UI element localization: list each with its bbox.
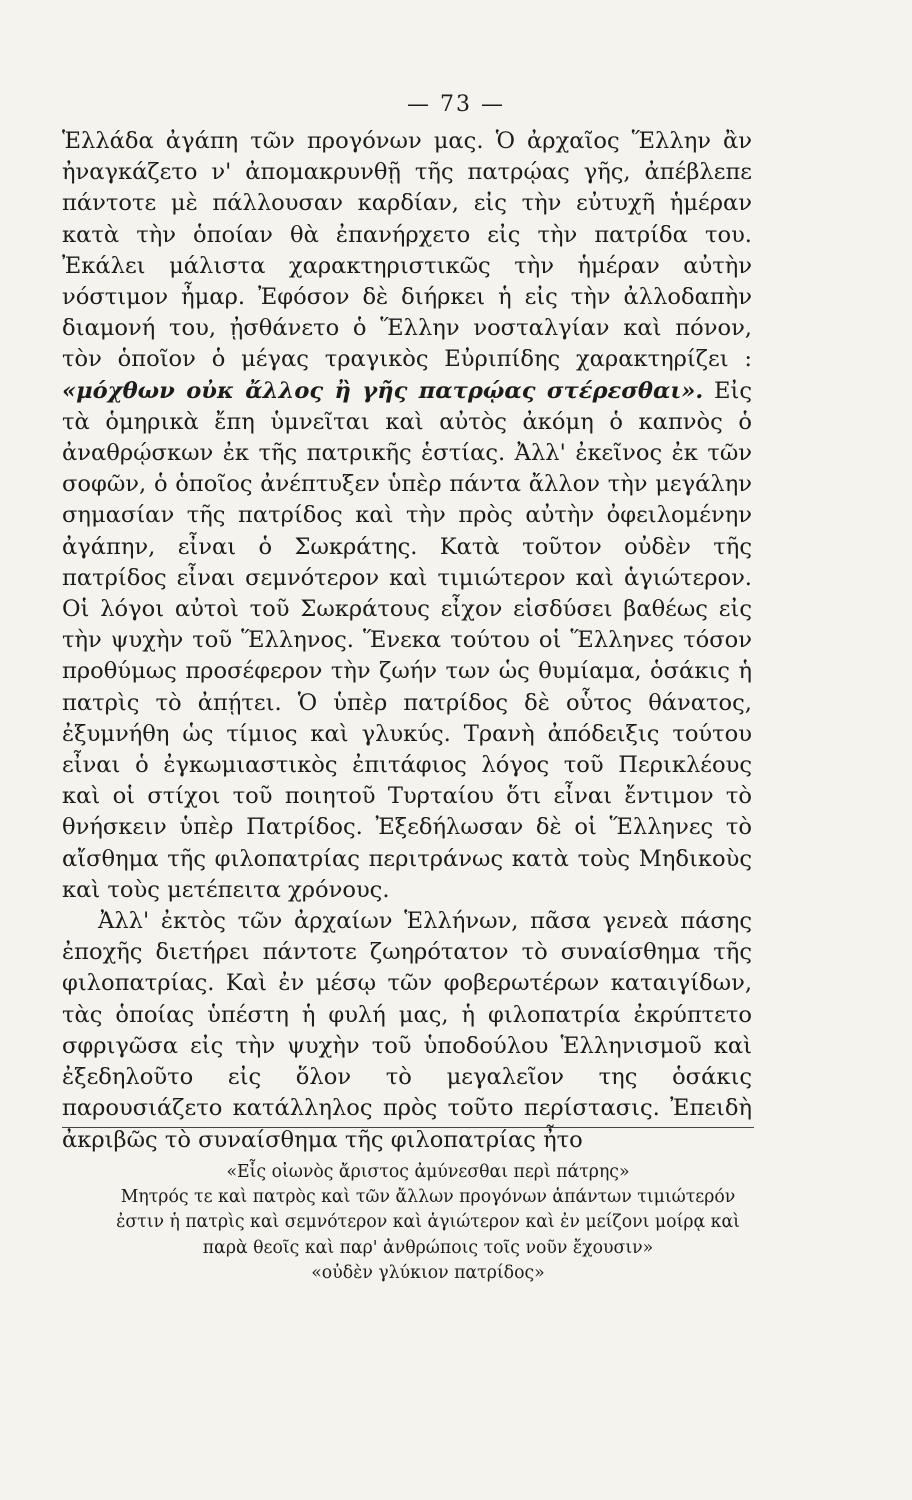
footnote-line: ἐστιν ἡ πατρὶς καὶ σεμνότερον καὶ ἁγιώτερον καὶ ἐν μείζονι μοίρᾳ καὶ <box>116 1212 740 1233</box>
footnote-divider <box>62 1127 754 1128</box>
footnote-line: «οὐδὲν γλύκιον πατρίδος» <box>311 1262 545 1283</box>
euripides-quote: «μόχθων οὐκ ἄλλος ἢ γῆς πατρῴας στέρεσθαι». <box>62 377 704 404</box>
main-text <box>62 126 752 1156</box>
paragraph-1 <box>62 126 752 906</box>
paragraph-1-text-end: Εἰς τὰ ὁμηρικὰ ἔπη ὑμνεῖται καὶ αὐτὸς ἀκόμη ὁ καπνὸς ὁ ἀναθρῴσκων ἐκ τῆς πατρικῆς ἑστίας. Ἀλλ' ἐκεῖνος ἐκ τῶν σοφῶν, ὁ ὁποῖος ἀνέπτυξεν ὑπὲρ πάντα ἄλλον τὴν μεγάλην σημασίαν τῆς πατρίδος καὶ τὴν πρὸς αὐτὴν ὀφειλομένην ἀγάπην, εἶναι ὁ Σωκράτης. Κατὰ τοῦτον οὐδὲν τῆς πατρίδος εἶναι σεμνότερον καὶ τιμιώτερον καὶ ἁγιώτερον. Οἱ λόγοι αὐτοὶ τοῦ Σωκράτους εἶχον εἰσδύσει βαθέως εἰς τὴν ψυχὴν τοῦ Ἕλληνος. Ἕνεκα τούτου οἱ Ἕλληνες τόσον προθύμως προσέφερον τὴν ζωήν των ὡς θυμίαμα, ὁσάκις ἡ πατρὶς τὸ ἀπῄτει. Ὁ ὑπὲρ πατρίδος δὲ οὗτος θάνατος, ἐξυμνήθη ὡς τίμιος καὶ γλυκύς. Τρανὴ ἀπόδειξις τούτου εἶναι ὁ ἐγκωμιαστικὸς ἐπιτάφιος λόγος τοῦ Περικλέους καὶ οἱ στίχοι τοῦ ποιητοῦ Τυρταίου ὅτι εἶναι ἔντιμον τὸ θνήσκειν ὑπὲρ Πατρίδος. Ἐξεδήλωσαν δὲ οἱ Ἕλληνες τὸ αἴσθημα τῆς φιλοπατρίας περιτράνως κατὰ τοὺς Μηδικοὺς καὶ τοὺς μετέπειτα χρόνους. <box>62 377 752 903</box>
footnote-line: Μητρός τε καὶ πατρὸς καὶ τῶν ἄλλων προγόνων ἁπάντων τιμιώτερόν <box>120 1187 736 1208</box>
paragraph-2: Ἀλλ' ἐκτὸς τῶν ἀρχαίων Ἑλλήνων, πᾶσα γενεὰ πάσης ἐποχῆς διετήρει πάντοτε ζωηρότατον τὸ συναίσθημα τῆς φιλοπατρίας. Καὶ ἐν μέσῳ τῶν φοβερωτέρων καταιγίδων, τὰς ὁποίας ὑπέστη ἡ φυλή μας, ἡ φιλοπατρία ἐκρύπτετο σφριγῶσα εἰς τὴν ψυχὴν τοῦ ὑποδούλου Ἑλληνισμοῦ καὶ ἐξεδηλοῦτο εἰς ὅλον τὸ μεγαλεῖον της ὁσάκις παρουσιάζετο κατάλληλος πρὸς τοῦτο περίστασις. Ἐπειδὴ ἀκριβῶς τὸ συναίσθημα τῆς φιλοπατρίας ἦτο <box>62 908 752 1153</box>
footnote-line: «Εἷς οἰωνὸς ἄριστος ἀμύνεσθαι περὶ πάτρης» <box>226 1162 630 1182</box>
footnotes <box>88 1160 768 1286</box>
page-number: — 73 — <box>407 92 505 117</box>
footnote-line: παρὰ θεοῖς καὶ παρ' ἀνθρώποις τοῖς νοῦν ἔχουσιν» <box>202 1237 654 1258</box>
paragraph-1-text-start: Ἑλλάδα ἀγάπη τῶν προγόνων μας. Ὁ ἀρχαῖος Ἕλλην ἂν ἠναγκάζετο ν' ἀπομακρυνθῇ τῆς πατρῴας γῆς, ἀπέβλεπε πάντοτε μὲ πάλλουσαν καρδίαν, εἰς τὴν εὐτυχῆ ἡμέραν κατὰ τὴν ὁποίαν θὰ ἐπανήρχετο εἰς τὴν πατρίδα του. Ἐκάλει μάλιστα χαρακτηριστικῶς τὴν ἡμέραν αὐτὴν νόστιμον ἦμαρ. Ἐφόσον δὲ διήρκει ἡ εἰς τὴν ἀλλοδαπὴν διαμονή του, ᾐσθάνετο ὁ Ἕλλην νοσταλγίαν καὶ πόνον, τὸν ὁποῖον ὁ μέγας τραγικὸς Εὐριπίδης χαρακτηρίζει : <box>62 128 752 373</box>
